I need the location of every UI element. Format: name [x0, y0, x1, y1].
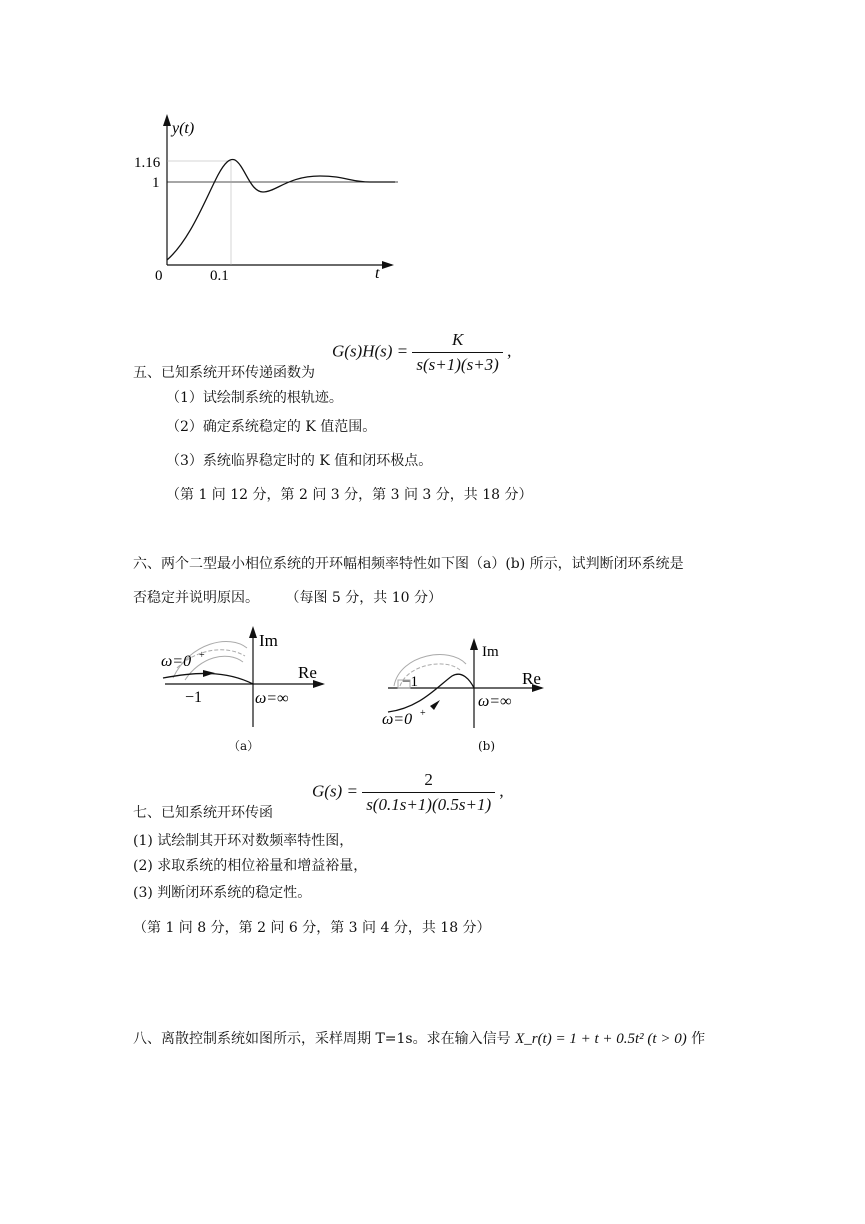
q5-item-3: （3）系统临界稳定时的 K 值和闭环极点。 — [166, 453, 433, 469]
q5-score: （第 1 问 12 分，第 2 问 3 分，第 3 问 3 分，共 18 分） — [166, 487, 533, 503]
q6-line-1: 六、两个二型最小相位系统的开环幅相频率特性如下图（a）(b) 所示，试判断闭环系统是 — [133, 556, 684, 572]
q7-fraction — [362, 770, 495, 815]
omega0-sup-a: + — [199, 650, 205, 661]
q5-item-1: （1）试绘制系统的根轨迹。 — [166, 390, 343, 406]
q7-denominator: s(0.1s+1)(0.5s+1) — [362, 792, 495, 815]
q8-trail: 作 — [691, 1031, 706, 1047]
caption-b: (b) — [478, 739, 496, 753]
q5-item-2: （2）确定系统稳定的 K 值范围。 — [166, 419, 377, 435]
im-label-a: Im — [259, 631, 278, 650]
q5-numerator: K — [451, 330, 464, 349]
origin-label: 0 — [155, 268, 163, 284]
q7-score: （第 1 问 8 分，第 2 问 6 分，第 3 问 4 分，共 18 分） — [133, 920, 491, 936]
q7-formula-comma: , — [499, 781, 504, 801]
step-response-curve — [167, 160, 395, 260]
peak-value-label: 1.16 — [134, 155, 161, 171]
nyquist-figure-a — [155, 622, 340, 732]
q7-formula — [312, 770, 504, 815]
t-axis-label: t — [375, 265, 380, 282]
omega-inf-label-a: ω=∞ — [255, 690, 289, 707]
q6-line-2 — [133, 589, 442, 607]
omega0-label-b: ω=0 — [382, 711, 413, 728]
y-axis-label: y(t) — [172, 120, 195, 137]
q7-formula-lhs: G(s) = — [312, 781, 358, 801]
q7-item-1: (1) 试绘制其开环对数频率特性图， — [133, 833, 354, 849]
steady-value-label: 1 — [152, 175, 160, 191]
re-label-a: Re — [298, 663, 317, 682]
omega0-sup-b: + — [420, 708, 426, 719]
minus1-label-a: −1 — [185, 689, 203, 706]
q8-signal: X_r(t) = 1 + t + 0.5t² (t > 0) — [515, 1031, 687, 1047]
q5-formula — [332, 330, 511, 375]
omega-inf-label-b: ω=∞ — [478, 693, 512, 710]
step-response-figure — [130, 110, 420, 290]
q7-numerator: 2 — [424, 770, 433, 789]
re-label-b: Re — [522, 669, 541, 688]
omega0-label-a: ω=0 — [161, 653, 192, 670]
q5-intro: 五、已知系统开环传递函数为 — [133, 365, 315, 381]
caption-a: （a） — [228, 739, 260, 753]
q6-score: （每图 5 分，共 10 分） — [285, 590, 442, 606]
peak-time-label: 0.1 — [210, 268, 229, 284]
im-label-b: Im — [482, 644, 499, 660]
q5-formula-lhs: G(s)H(s) = — [332, 341, 409, 361]
q7-intro: 七、已知系统开环传函 — [133, 805, 273, 821]
minus1-label-b: −1 — [402, 674, 418, 690]
q5-formula-comma: , — [507, 341, 512, 361]
q8-text: 八、离散控制系统如图所示，采样周期 T=1s。求在输入信号 — [133, 1031, 511, 1047]
q7-item-3: (3) 判断闭环系统的稳定性。 — [133, 885, 312, 901]
q5-fraction — [412, 330, 502, 375]
nyquist-figure-b — [380, 636, 550, 736]
q6-line-2-text: 否稳定并说明原因。 — [133, 590, 259, 606]
q8-line — [133, 1030, 705, 1048]
q5-denominator: s(s+1)(s+3) — [412, 352, 502, 375]
q7-item-2: (2) 求取系统的相位裕量和增益裕量， — [133, 858, 368, 874]
